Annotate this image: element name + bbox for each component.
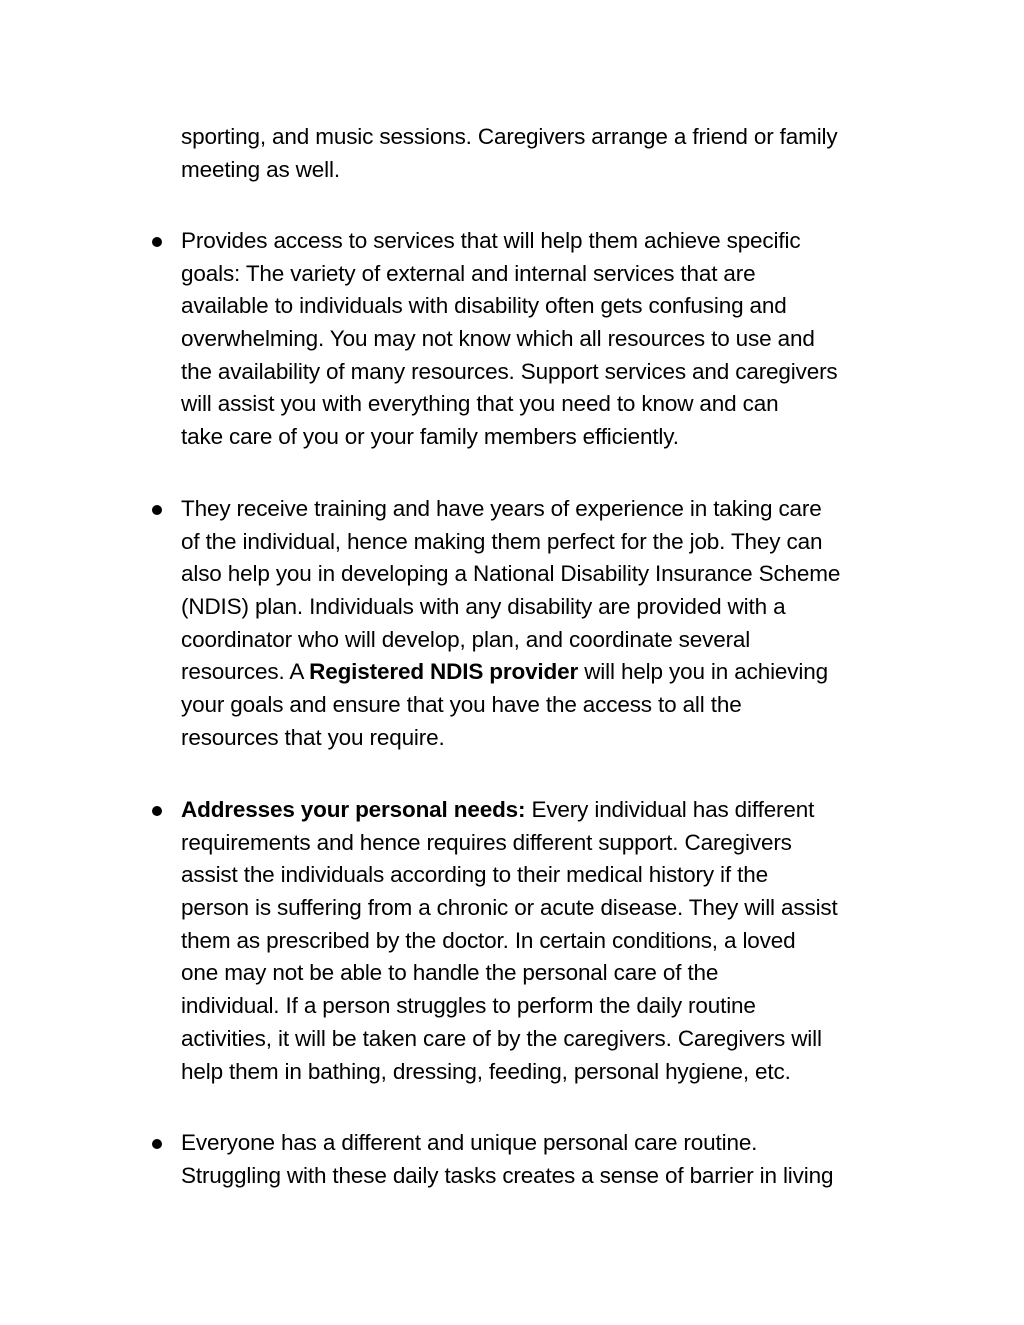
text-line: available to individuals with disability often gets confusing and [181,293,787,319]
text-line: (NDIS) plan. Individuals with any disability are provided with a [181,594,786,620]
text-line: one may not be able to handle the personal care of the [181,960,719,986]
text-run: resources. A [181,659,310,685]
text-line: person is suffering from a chronic or acute disease. They will assist [181,895,838,921]
bullet-paragraph-training [181,493,916,755]
text-line: assist the individuals according to their medical history if the [181,862,768,888]
text-line-with-heading [181,794,916,827]
bullet-paragraph-personal-needs [181,794,916,1088]
text-line: Everyone has a different and unique personal care routine. [181,1130,758,1155]
text-line: Provides access to services that will help them achieve specific [181,228,801,253]
text-line: overwhelming. You may not know which all resources to use and [181,326,815,352]
text-line-with-bold [181,656,916,689]
text-line: of the individual, hence making them perfect for the job. They can [181,528,823,554]
text-line: goals: The variety of external and internal services that are [181,260,756,286]
bold-term-registered-ndis-provider: Registered NDIS provider [309,659,579,685]
text-line: They receive training and have years of experience in taking care [181,496,822,521]
text-line: Struggling with these daily tasks creates a sense of barrier in living [181,1162,834,1188]
bullet-paragraph-services [181,225,916,454]
text-line: will assist you with everything that you need to know and can [181,391,779,417]
text-line: your goals and ensure that you have the access to all the [181,692,742,718]
text-line: meeting as well. [181,156,340,182]
text-line: the availability of many resources. Support services and caregivers [181,358,838,384]
text-line: individual. If a person struggles to perform the daily routine [181,993,756,1019]
bullet-marker [152,237,162,247]
text-line: them as prescribed by the doctor. In certain conditions, a loved [181,927,796,953]
text-line: take care of you or your family members efficiently. [181,424,679,450]
text-run: Every individual has different [525,797,815,822]
bullet-marker [152,1139,162,1149]
bold-heading-personal-needs: Addresses your personal needs: [181,797,526,822]
text-line: also help you in developing a National Disability Insurance Scheme [181,561,841,587]
bullet-marker [152,505,162,515]
text-line: sporting, and music sessions. Caregivers arrange a friend or family [181,124,838,149]
text-line: help them in bathing, dressing, feeding, personal hygiene, etc. [181,1058,791,1084]
text-line: requirements and hence requires different support. Caregivers [181,829,792,855]
text-run: will help you in achieving [578,659,828,685]
intro-paragraph [181,121,916,186]
bullet-paragraph-routine [181,1127,916,1192]
text-line: activities, it will be taken care of by the caregivers. Caregivers will [181,1025,822,1051]
text-line: coordinator who will develop, plan, and coordinate several [181,626,751,652]
bullet-marker [152,806,162,816]
text-line: resources that you require. [181,724,445,750]
